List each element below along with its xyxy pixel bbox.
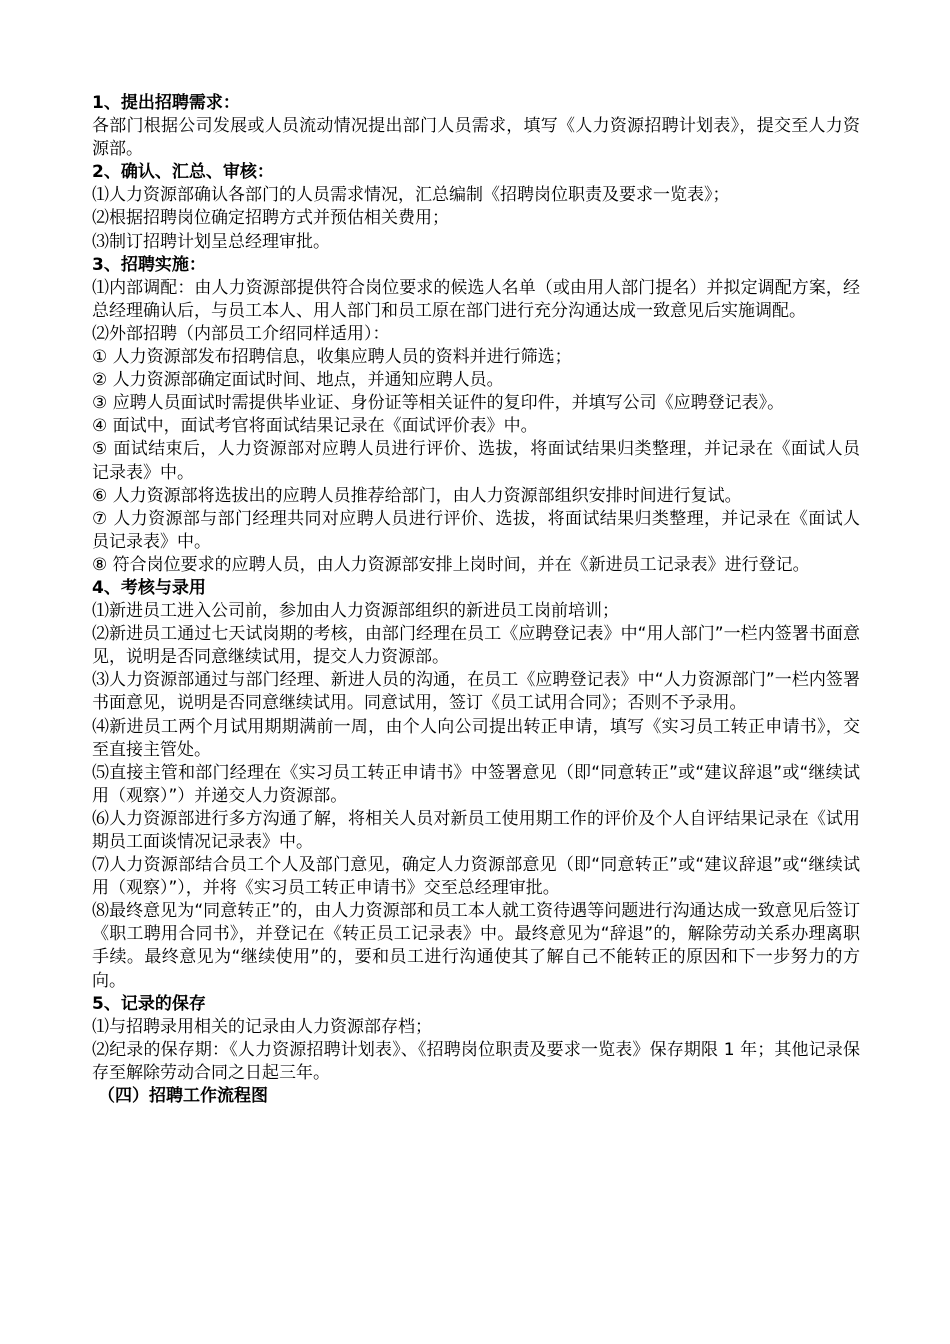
section-2-paragraph: ⑴人力资源部确认各部门的人员需求情况，汇总编制《招聘岗位职责及要求一览表》；	[92, 185, 730, 206]
section-4-paragraph: ⑻最终意见为“同意转正”的，由人力资源部和员工本人就工资待遇等问题进行沟通达成一致意见后签订《职工聘用合同书》，并登记在《转正员工记录表》中。最终意见为“辞退”的，解除劳动关系办理离职手续。最终意见为“继续使用”的，要和员工进行沟通使其了解自己不能转正的原因和下一步努力的方向。	[92, 901, 860, 991]
section-3-step: ④ 面试中，面试考官将面试结果记录在《面试评价表》中。	[92, 416, 538, 437]
section-4-paragraph: ⑷新进员工两个月试用期期满前一周，由个人向公司提出转正申请，填写《实习员工转正申请书》，交至直接主管处。	[92, 716, 860, 760]
section-4-paragraph: ⑶人力资源部通过与部门经理、新进人员的沟通，在员工《应聘登记表》中“人力资源部门”一栏内签署书面意见，说明是否同意继续试用。同意试用，签订《员工试用合同》；否则不予录用。	[92, 670, 860, 714]
section-4-paragraph: ⑹人力资源部进行多方沟通了解，将相关人员对新员工使用期工作的评价及个人自评结果记录在《试用期员工面谈情况记录表》中。	[92, 808, 860, 852]
section-4-heading: 4、考核与录用	[92, 577, 206, 598]
section-2-paragraph: ⑶制订招聘计划呈总经理审批。	[92, 231, 330, 252]
section-3-step: ① 人力资源部发布招聘信息，收集应聘人员的资料并进行筛选；	[92, 347, 572, 368]
section-2-paragraph: ⑵根据招聘岗位确定招聘方式并预估相关费用；	[92, 208, 449, 229]
section-5-paragraph: ⑴与招聘录用相关的记录由人力资源部存档；	[92, 1016, 432, 1037]
section-1-paragraph: 各部门根据公司发展或人员流动情况提出部门人员需求，填写《人力资源招聘计划表》，提交至人力资源部。	[92, 116, 860, 160]
section-3-step: ⑤ 面试结束后，人力资源部对应聘人员进行评价、选拔，将面试结果归类整理，并记录在《面试人员记录表》中。	[92, 439, 860, 483]
flowchart-subtitle: （四）招聘工作流程图	[98, 1086, 268, 1107]
section-1-heading: 1、提出招聘需求：	[92, 93, 240, 113]
section-3-step: ② 人力资源部确定面试时间、地点，并通知应聘人员。	[92, 370, 504, 391]
section-3-step: ⑦ 人力资源部与部门经理共同对应聘人员进行评价、选拔，将面试结果归类整理，并记录在《面试人员记录表》中。	[92, 508, 860, 552]
section-5-paragraph: ⑵纪录的保存期：《人力资源招聘计划表》、《招聘岗位职责及要求一览表》保存期限 1 年；其他记录保存至解除劳动合同之日起三年。	[92, 1039, 860, 1083]
section-3-step: ③ 应聘人员面试时需提供毕业证、身份证等相关证件的复印件，并填写公司《应聘登记表》。	[92, 393, 785, 414]
section-3-paragraph: ⑵外部招聘（内部员工介绍同样适用）：	[92, 323, 390, 344]
section-4-paragraph: ⑴新进员工进入公司前，参加由人力资源部组织的新进员工岗前培训；	[92, 601, 619, 622]
document-page	[92, 92, 860, 1108]
section-3-paragraph: ⑴内部调配：由人力资源部提供符合岗位要求的候选人名单（或由用人部门提名）并拟定调配方案，经总经理确认后，与员工本人、用人部门和员工原在部门进行充分沟通达成一致意见后实施调配。	[92, 277, 860, 321]
section-2-heading: 2、确认、汇总、审核：	[92, 162, 274, 183]
section-3-step: ⑥ 人力资源部将选拔出的应聘人员推荐给部门，由人力资源部组织安排时间进行复试。	[92, 485, 742, 506]
section-4-paragraph: ⑺人力资源部结合员工个人及部门意见，确定人力资源部意见（即“同意转正”或“建议辞退”或“继续试用（观察）”），并将《实习员工转正申请书》交至总经理审批。	[92, 855, 860, 899]
section-3-step: ⑧ 符合岗位要求的应聘人员，由人力资源部安排上岗时间，并在《新进员工记录表》进行登记。	[92, 554, 810, 575]
section-4-paragraph: ⑸直接主管和部门经理在《实习员工转正申请书》中签署意见（即“同意转正”或“建议辞退”或“继续试用（观察）”）并递交人力资源部。	[92, 762, 860, 806]
section-3-heading: 3、招聘实施：	[92, 254, 206, 275]
section-4-paragraph: ⑵新进员工通过七天试岗期的考核，由部门经理在员工《应聘登记表》中“用人部门”一栏内签署书面意见，说明是否同意继续试用，提交人力资源部。	[92, 624, 860, 668]
section-5-heading: 5、记录的保存	[92, 993, 206, 1014]
